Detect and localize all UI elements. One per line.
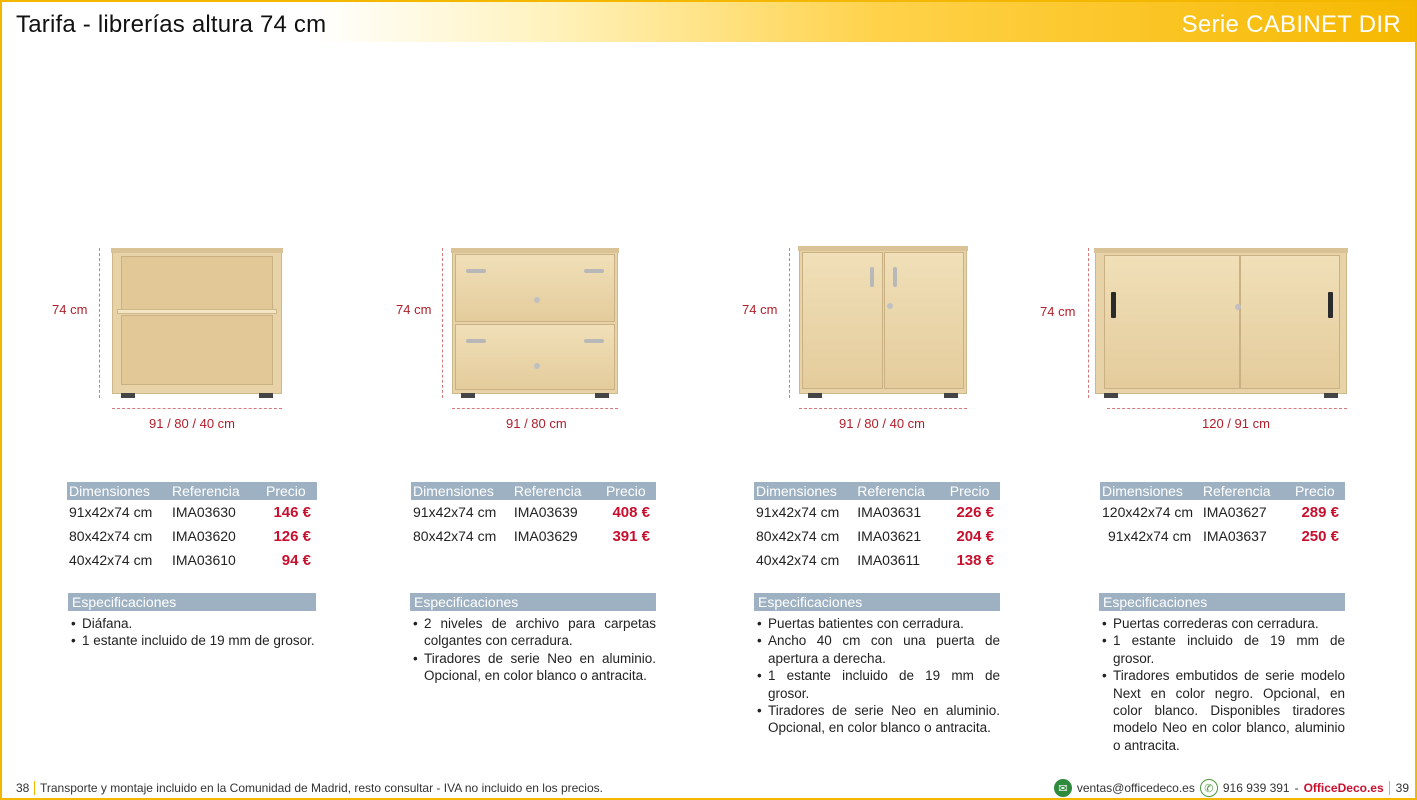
width-dimension-line bbox=[1107, 408, 1347, 409]
width-dimension-line bbox=[799, 408, 967, 409]
reference-cell: IMA03637 bbox=[1202, 528, 1267, 544]
email-link[interactable]: ventas@officedeco.es bbox=[1076, 781, 1195, 795]
product-illustration-open-bookcase bbox=[42, 240, 372, 440]
price-table bbox=[67, 482, 317, 572]
series-title: Serie CABINET DIR bbox=[1181, 11, 1401, 38]
table-row bbox=[754, 548, 1000, 572]
footer-note: Transporte y montaje incluido en la Comunidad de Madrid, resto consultar - IVA no incluido en los precios. bbox=[40, 781, 603, 795]
price-cell: 408 € bbox=[612, 503, 650, 521]
cabinet-drawers bbox=[452, 250, 618, 394]
specifications-header: Especificaciones bbox=[1099, 593, 1345, 611]
dimension-cell: 91x42x74 cm bbox=[756, 504, 840, 520]
table-header bbox=[1100, 482, 1345, 500]
column-header-price: Precio bbox=[605, 483, 646, 499]
spec-item: • Puertas batientes con cerradura. bbox=[754, 615, 1000, 632]
table-row bbox=[754, 524, 1000, 548]
header-bar bbox=[2, 2, 1415, 42]
dimension-cell: 80x42x74 cm bbox=[756, 528, 840, 544]
price-cell: 250 € bbox=[1301, 527, 1339, 545]
width-label: 120 / 91 cm bbox=[1202, 416, 1270, 431]
page-title: Tarifa - librerías altura 74 cm bbox=[16, 11, 327, 38]
column-header-price: Precio bbox=[266, 483, 306, 499]
specifications bbox=[754, 593, 1000, 737]
table-row bbox=[1100, 500, 1345, 524]
height-label: 74 cm bbox=[52, 302, 88, 317]
spec-item: • Ancho 40 cm con una puerta de apertura a derecha. bbox=[754, 632, 1000, 667]
page-number-left: 38 bbox=[16, 781, 35, 795]
width-label: 91 / 80 / 40 cm bbox=[839, 416, 925, 431]
spec-item: • 2 niveles de archivo para carpetas colgantes con cerradura. bbox=[410, 615, 656, 650]
price-cell: 391 € bbox=[612, 527, 650, 545]
height-label: 74 cm bbox=[1040, 304, 1076, 319]
spec-item: • Tiradores embutidos de serie modelo Next en color negro. Opcional, en color blanco. Disponibles tiradores modelo Neo en color blanco, aluminio o antracita. bbox=[1099, 667, 1345, 754]
height-dimension-line bbox=[99, 248, 100, 398]
table-row bbox=[1100, 524, 1345, 548]
spec-item: • Tiradores de serie Neo en aluminio. Opcional, en color blanco o antracita. bbox=[410, 650, 656, 685]
dimension-cell: 120x42x74 cm bbox=[1102, 504, 1194, 520]
column-header-dimensions: Dimensiones bbox=[1102, 483, 1183, 499]
page-number-right: 39 bbox=[1389, 781, 1409, 795]
reference-cell: IMA03639 bbox=[513, 504, 578, 520]
column-header-reference: Referencia bbox=[172, 483, 240, 499]
dimension-cell: 91x42x74 cm bbox=[413, 504, 497, 520]
reference-cell: IMA03630 bbox=[172, 504, 236, 520]
table-header bbox=[67, 482, 317, 500]
price-cell: 94 € bbox=[281, 551, 311, 569]
dimension-cell: 40x42x74 cm bbox=[69, 552, 153, 568]
dimension-cell: 80x42x74 cm bbox=[413, 528, 497, 544]
table-row bbox=[411, 524, 656, 548]
table-header bbox=[411, 482, 656, 500]
price-table bbox=[754, 482, 1000, 572]
height-dimension-line bbox=[789, 248, 790, 398]
reference-cell: IMA03631 bbox=[857, 504, 922, 520]
column-header-reference: Referencia bbox=[1202, 483, 1271, 499]
table-header bbox=[754, 482, 1000, 500]
mail-icon: ✉ bbox=[1054, 779, 1072, 797]
column-header-price: Precio bbox=[949, 483, 990, 499]
product-illustration-swing-doors bbox=[732, 240, 1062, 440]
spec-item: • Tiradores de serie Neo en aluminio. Opcional, en color blanco o antracita. bbox=[754, 702, 1000, 737]
phone-icon: ✆ bbox=[1200, 779, 1218, 797]
column-header-price: Precio bbox=[1294, 483, 1335, 499]
cabinet-open bbox=[112, 250, 282, 394]
table-row bbox=[411, 500, 656, 524]
height-dimension-line bbox=[1088, 248, 1089, 398]
spec-item: • 1 estante incluido de 19 mm de grosor. bbox=[68, 632, 316, 649]
price-cell: 226 € bbox=[956, 503, 994, 521]
price-cell: 204 € bbox=[956, 527, 994, 545]
phone-number[interactable]: 916 939 391 bbox=[1222, 781, 1290, 795]
column-header-reference: Referencia bbox=[857, 483, 925, 499]
cabinet-swing-doors bbox=[799, 248, 967, 394]
width-dimension-line bbox=[112, 408, 282, 409]
column-header-reference: Referencia bbox=[513, 483, 582, 499]
reference-cell: IMA03620 bbox=[172, 528, 236, 544]
height-label: 74 cm bbox=[742, 302, 778, 317]
price-cell: 289 € bbox=[1301, 503, 1339, 521]
price-cell: 146 € bbox=[273, 503, 311, 521]
specifications-header: Especificaciones bbox=[68, 593, 316, 611]
dimension-cell: 91x42x74 cm bbox=[1108, 528, 1192, 544]
product-illustration-filing-cabinet bbox=[387, 240, 717, 440]
footer bbox=[2, 778, 1415, 798]
spec-item: • Puertas correderas con cerradura. bbox=[1099, 615, 1345, 632]
column-header-dimensions: Dimensiones bbox=[69, 483, 150, 499]
column-header-dimensions: Dimensiones bbox=[756, 483, 837, 499]
height-label: 74 cm bbox=[396, 302, 432, 317]
width-label: 91 / 80 / 40 cm bbox=[149, 416, 235, 431]
dimension-cell: 40x42x74 cm bbox=[756, 552, 840, 568]
specifications bbox=[410, 593, 656, 685]
price-cell: 138 € bbox=[956, 551, 994, 569]
specifications bbox=[68, 593, 316, 650]
price-table bbox=[1100, 482, 1345, 548]
width-label: 91 / 80 cm bbox=[506, 416, 567, 431]
width-dimension-line bbox=[452, 408, 618, 409]
height-dimension-line bbox=[442, 248, 443, 398]
column-header-dimensions: Dimensiones bbox=[413, 483, 494, 499]
specifications-header: Especificaciones bbox=[754, 593, 1000, 611]
reference-cell: IMA03610 bbox=[172, 552, 236, 568]
table-row bbox=[67, 548, 317, 572]
table-row bbox=[754, 500, 1000, 524]
reference-cell: IMA03629 bbox=[513, 528, 578, 544]
spec-item: • 1 estante incluido de 19 mm de grosor. bbox=[1099, 632, 1345, 667]
table-row bbox=[67, 524, 317, 548]
brand-name[interactable]: OfficeDeco.es bbox=[1303, 781, 1384, 795]
dimension-cell: 91x42x74 cm bbox=[69, 504, 153, 520]
reference-cell: IMA03627 bbox=[1202, 504, 1267, 520]
contact-info bbox=[1054, 779, 1409, 797]
cabinet-sliding-doors bbox=[1095, 250, 1347, 394]
spec-item: • 1 estante incluido de 19 mm de grosor. bbox=[754, 667, 1000, 702]
separator: - bbox=[1294, 781, 1299, 795]
specifications bbox=[1099, 593, 1345, 754]
specifications-header: Especificaciones bbox=[410, 593, 656, 611]
price-table bbox=[411, 482, 656, 548]
price-cell: 126 € bbox=[273, 527, 311, 545]
spec-item: • Diáfana. bbox=[68, 615, 316, 632]
reference-cell: IMA03621 bbox=[857, 528, 922, 544]
product-illustration-sliding-doors bbox=[1037, 240, 1367, 440]
reference-cell: IMA03611 bbox=[857, 552, 921, 568]
dimension-cell: 80x42x74 cm bbox=[69, 528, 153, 544]
table-row bbox=[67, 500, 317, 524]
